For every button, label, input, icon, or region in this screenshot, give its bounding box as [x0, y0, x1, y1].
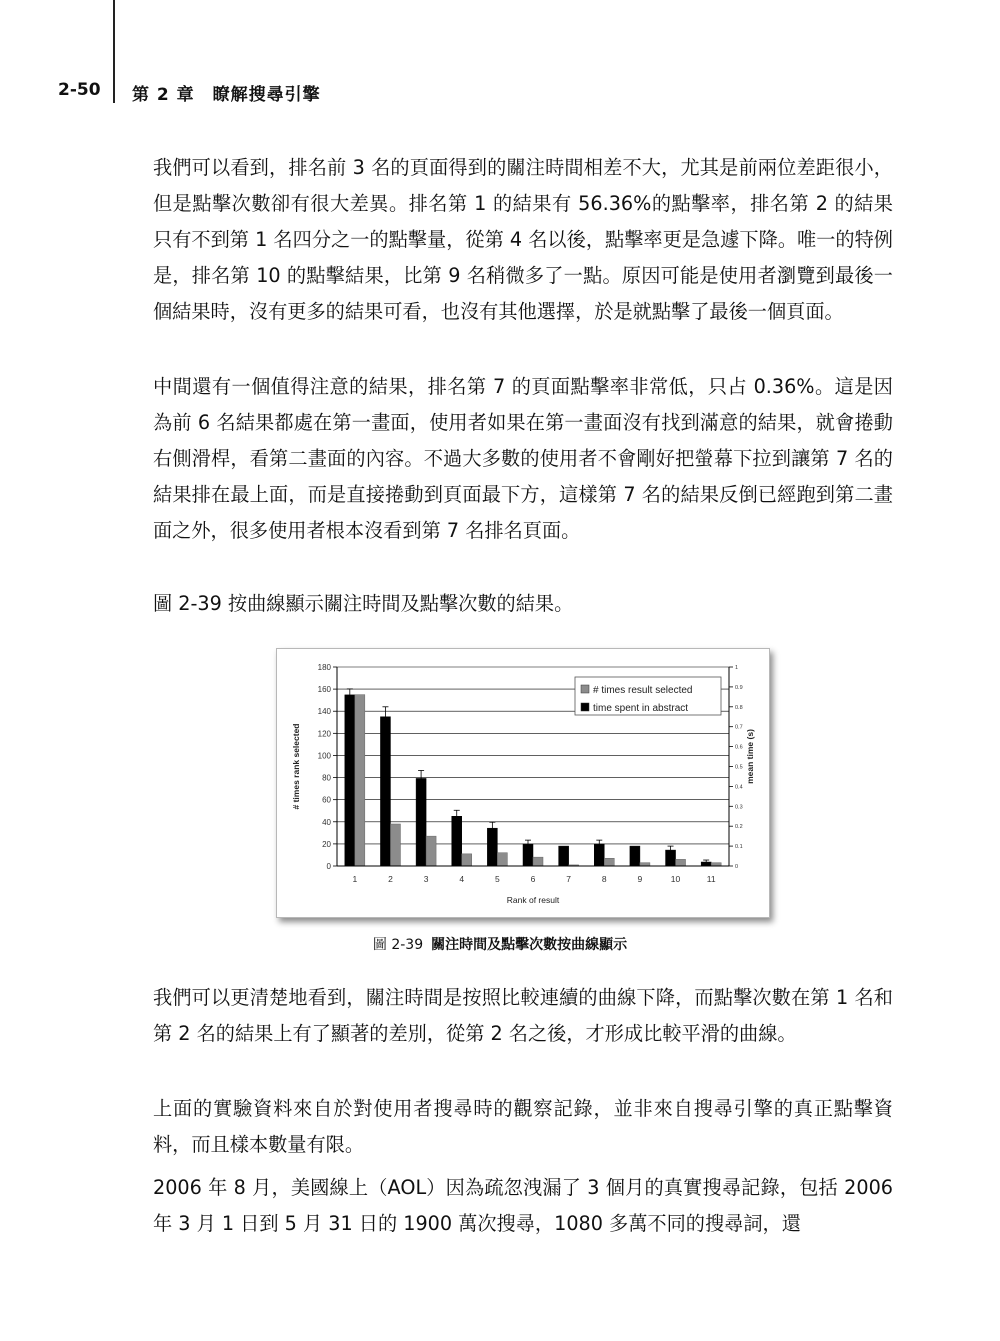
x-tick-label: 4 — [459, 874, 465, 884]
legend-label: # times result selected — [593, 685, 693, 696]
page-number: 2-50 — [58, 80, 101, 100]
y2-tick-label: 0.7 — [735, 724, 743, 731]
x-tick-label: 6 — [530, 874, 536, 884]
y-tick-label: 120 — [317, 729, 331, 739]
x-tick-label: 2 — [388, 874, 393, 884]
header-rule — [113, 0, 115, 103]
bar-times-selected — [426, 836, 436, 866]
y-axis-label: # times rank selected — [291, 723, 301, 810]
y2-tick-label: 0.5 — [735, 764, 743, 771]
y-tick-label: 40 — [322, 817, 331, 827]
paragraph-6: 2006 年 8 月，美國線上（AOL）因為疏忽洩漏了 3 個月的真實搜尋記錄，包括 2006 年 3 月 1 日到 5 月 31 日的 1900 萬次搜尋，1080 多萬不同的搜尋詞，還 — [153, 1176, 893, 1235]
y2-tick-label: 0.6 — [735, 744, 743, 751]
x-tick-label: 9 — [637, 874, 643, 884]
bar-times-selected — [676, 859, 686, 866]
paragraph-3: 圖 2-39 按曲線顯示關注時間及點擊次數的結果。 — [153, 592, 574, 615]
y-tick-label: 60 — [322, 795, 331, 805]
x-tick-label: 8 — [601, 874, 607, 884]
figure-caption-text: 關注時間及點擊次數按曲線顯示 — [431, 937, 628, 953]
y2-tick-label: 0.4 — [735, 784, 743, 791]
chapter-title: 第 2 章 瞭解搜尋引擎 — [132, 85, 321, 105]
bar-times-selected — [355, 695, 365, 866]
figure-caption-number: 圖 2-39 — [372, 937, 424, 953]
figure-caption — [0, 934, 1000, 954]
bar-time-spent — [380, 717, 390, 866]
y-tick-label: 160 — [317, 685, 331, 695]
paragraph-2: 中間還有一個值得注意的結果，排名第 7 的頁面點擊率非常低，只占 0.36%。這是因為前 6 名結果都處在第一畫面，使用者如果在第一畫面沒有找到滿意的結果，就會捲動右側滑桿，看第二畫面的內容。不過大多數的使用者不會剛好把螢幕下拉到讓第 7 名的結果排在最上面，而是直接捲動到頁面最下方，這樣第 7 名的結果反倒已經跑到第二畫面之外，很多使用者根本沒看到第 7 名排名頁面。 — [153, 375, 893, 542]
y2-tick-label: 0.2 — [735, 824, 743, 831]
y-tick-label: 100 — [317, 751, 331, 761]
bar-times-selected — [533, 857, 543, 866]
x-tick-label: 11 — [706, 874, 716, 884]
x-tick-label: 7 — [566, 874, 572, 884]
bar-time-spent — [594, 844, 604, 866]
paragraph-4: 我們可以更清楚地看到，關注時間是按照比較連續的曲線下降，而點擊次數在第 1 名和第 2 名的結果上有了顯著的差別，從第 2 名之後，才形成比較平滑的曲線。 — [153, 986, 893, 1045]
y-tick-label: 140 — [317, 707, 331, 717]
bar-time-spent — [701, 862, 711, 866]
bar-time-spent — [487, 828, 497, 866]
y2-tick-label: 0.3 — [735, 804, 743, 811]
y2-tick-label: 1 — [735, 665, 739, 671]
y2-tick-label: 0.8 — [735, 704, 743, 711]
x-tick-label: 1 — [352, 874, 358, 884]
bar-time-spent — [452, 816, 462, 866]
x-axis-label: Rank of result — [506, 895, 560, 905]
bar-time-spent — [559, 846, 569, 866]
bar-chart — [277, 649, 769, 917]
y-tick-label: 80 — [322, 773, 331, 783]
bar-times-selected — [604, 858, 614, 866]
y2-tick-label: 0.1 — [735, 844, 743, 851]
y2-tick-label: 0 — [735, 864, 739, 870]
y-tick-label: 180 — [317, 663, 331, 672]
y2-tick-label: 0.9 — [735, 684, 743, 691]
bar-time-spent — [666, 850, 676, 866]
y2-axis-label: mean time (s) — [745, 729, 755, 784]
bar-time-spent — [630, 846, 640, 866]
legend-swatch — [581, 703, 589, 711]
x-tick-label: 5 — [494, 874, 500, 884]
bar-time-spent — [416, 778, 426, 866]
legend-label: time spent in abstract — [593, 703, 689, 714]
x-tick-label: 3 — [423, 874, 429, 884]
y-tick-label: 20 — [322, 839, 331, 849]
bar-times-selected — [462, 854, 472, 866]
paragraph-5: 上面的實驗資料來自於對使用者搜尋時的觀察記錄，並非來自搜尋引擎的真正點擊資料，而且樣本數量有限。 — [153, 1097, 893, 1156]
paragraph-1: 我們可以看到，排名前 3 名的頁面得到的關注時間相差不大，尤其是前兩位差距很小，但是點擊次數卻有很大差異。排名第 1 的結果有 56.36%的點擊率，排名第 2 的結果只有不到第 1 名四分之一的點擊量，從第 4 名以後，點擊率更是急遽下降。唯一的特例是，排名第 10 的點擊結果，比第 9 名稍微多了一點。原因可能是使用者瀏覽到最後一個結果時，沒有更多的結果可看，也沒有其他選擇，於是就點擊了最後一個頁面。 — [153, 156, 893, 323]
bar-times-selected — [390, 824, 400, 866]
legend-swatch — [581, 685, 589, 693]
bar-times-selected — [497, 853, 507, 866]
y-tick-label: 0 — [326, 862, 331, 871]
x-tick-label: 10 — [670, 874, 681, 884]
bar-time-spent — [345, 695, 355, 866]
figure-chart — [276, 648, 770, 918]
bar-time-spent — [523, 844, 533, 866]
